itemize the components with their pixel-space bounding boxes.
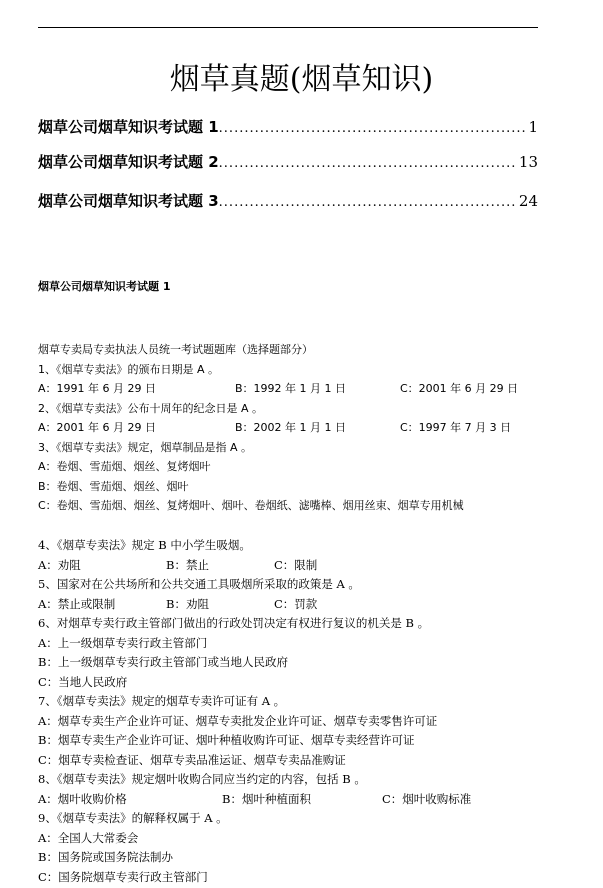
- question-7: 7、《烟草专卖法》规定的烟草专卖许可证有 A 。: [38, 694, 286, 708]
- option-c: C：限制: [274, 557, 318, 572]
- toc-entry-2[interactable]: [38, 151, 538, 175]
- option-a: A：卷烟、雪茄烟、烟丝、复烤烟叶: [38, 460, 211, 473]
- question-5: 5、国家对在公共场所和公共交通工具吸烟所采取的政策是 A 。: [38, 577, 360, 591]
- question-9: 9、《烟草专卖法》的解释权属于 A 。: [38, 811, 228, 825]
- question-block-2: [38, 536, 568, 887]
- option-b: B：烟叶种植面积: [222, 791, 311, 806]
- option-c: C：罚款: [274, 596, 318, 611]
- option-b: B：1992 年 1 月 1 日: [235, 382, 347, 395]
- question-6: 6、对烟草专卖行政主管部门做出的行政处罚决定有权进行复议的机关是 B 。: [38, 616, 430, 630]
- question-2: 2、《烟草专卖法》公布十周年的纪念日是 A 。: [38, 401, 264, 415]
- option-c: C：烟叶收购标准: [382, 791, 472, 806]
- option-a: A：禁止或限制: [38, 596, 116, 611]
- section-heading: 烟草公司烟草知识考试题 1: [38, 280, 171, 293]
- header-rule: [38, 27, 538, 28]
- question-4-options: [38, 556, 568, 576]
- toc-entry-label: 烟草公司烟草知识考试题 3: [38, 192, 219, 210]
- option-a: A：上一级烟草专卖行政主管部门: [38, 635, 208, 650]
- option-b: B：2002 年 1 月 1 日: [235, 421, 347, 434]
- question-block-1: [38, 340, 568, 516]
- option-c: C：1997 年 7 月 3 日: [400, 421, 512, 434]
- toc-entry-page: 1: [528, 118, 538, 136]
- option-c: C：国务院烟草专卖行政主管部门: [38, 869, 208, 884]
- toc-entry-1[interactable]: [38, 116, 538, 140]
- document-title: 烟草真题(烟草知识): [169, 62, 434, 97]
- option-a: A：劝阻: [38, 557, 81, 572]
- toc-leader-dots: [219, 121, 527, 136]
- toc-leader-dots: [219, 156, 517, 171]
- question-8: 8、《烟草专卖法》规定烟叶收购合同应当约定的内容，包括 B 。: [38, 772, 366, 786]
- option-b: B：禁止: [166, 557, 209, 572]
- question-1: 1、《烟草专卖法》的颁布日期是 A 。: [38, 362, 220, 376]
- option-c: C：烟草专卖检查证、烟草专卖品准运证、烟草专卖品准购证: [38, 752, 346, 767]
- toc-leader-dots: [219, 195, 517, 210]
- option-c: C：卷烟、雪茄烟、烟丝、复烤烟叶、烟叶、卷烟纸、滤嘴棒、烟用丝束、烟草专用机械: [38, 499, 464, 512]
- option-c: C：2001 年 6 月 29 日: [400, 382, 519, 395]
- option-b: B：劝阻: [166, 596, 209, 611]
- toc-entry-page: 24: [518, 192, 538, 210]
- option-b: B：上一级烟草专卖行政主管部门或当地人民政府: [38, 655, 288, 669]
- question-5-options: [38, 595, 568, 615]
- question-2-options: [38, 418, 568, 438]
- block-intro: 烟草专卖局专卖执法人员统一考试题题库（选择题部分）: [38, 343, 313, 356]
- toc-entry-label: 烟草公司烟草知识考试题 2: [38, 153, 219, 171]
- question-1-options: [38, 379, 568, 399]
- toc-entry-3[interactable]: [38, 190, 538, 214]
- question-8-options: [38, 790, 568, 810]
- option-c: C：当地人民政府: [38, 674, 128, 689]
- question-3: 3、《烟草专卖法》规定，烟草制品是指 A 。: [38, 440, 253, 454]
- option-a: A：烟叶收购价格: [38, 791, 127, 806]
- option-a: A：2001 年 6 月 29 日: [38, 421, 156, 434]
- option-a: A：全国人大常委会: [38, 830, 139, 845]
- option-b: B：国务院或国务院法制办: [38, 850, 173, 864]
- option-a: A：1991 年 6 月 29 日: [38, 382, 156, 395]
- option-a: A：烟草专卖生产企业许可证、烟草专卖批发企业许可证、烟草专卖零售许可证: [38, 713, 438, 728]
- toc-entry-label: 烟草公司烟草知识考试题 1: [38, 118, 219, 136]
- question-4: 4、《烟草专卖法》规定 B 中小学生吸烟。: [38, 538, 251, 552]
- option-b: B：烟草专卖生产企业许可证、烟叶种植收购许可证、烟草专卖经营许可证: [38, 733, 415, 747]
- toc-entry-page: 13: [518, 153, 538, 171]
- option-b: B：卷烟、雪茄烟、烟丝、烟叶: [38, 479, 189, 493]
